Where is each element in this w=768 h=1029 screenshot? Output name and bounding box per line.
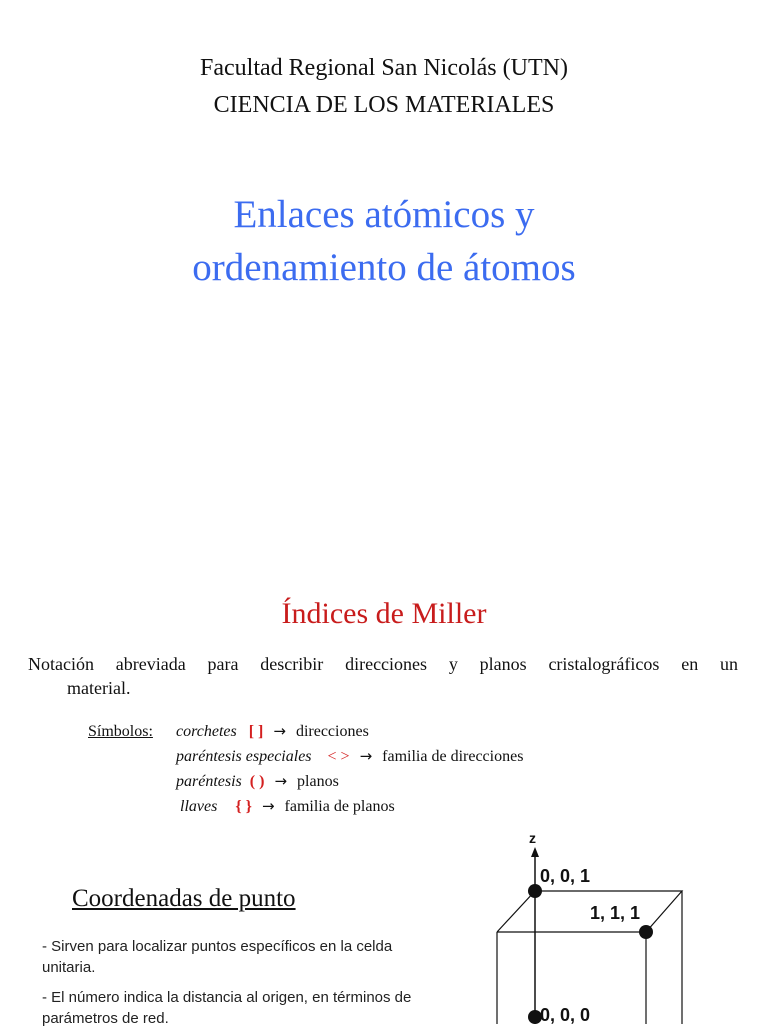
symbol-row-parentheses: [176, 769, 339, 794]
slide-title-line2: ordenamiento de átomos: [192, 246, 576, 289]
bullet-locate-points: - Sirven para localizar puntos específicos en la celda unitaria.: [42, 938, 393, 976]
right-arrow-icon: →: [273, 722, 286, 740]
z-axis-arrow-icon: [531, 847, 539, 857]
label-point-0-0-0: 0, 0, 0: [540, 1005, 591, 1024]
point-coordinates-heading: Coordenadas de punto: [72, 885, 296, 912]
symbol-name: llaves: [180, 798, 218, 815]
unit-cell-diagram: [480, 825, 768, 1024]
symbol-meaning: familia de planos: [284, 798, 395, 815]
symbol-meaning: familia de direcciones: [382, 748, 524, 765]
notation-line2: material.: [67, 678, 131, 698]
notation-line1: Notación abreviada para describir direcciones y planos cristalográficos en un: [28, 654, 738, 674]
symbol-name: paréntesis especiales: [176, 748, 312, 765]
right-arrow-icon: →: [274, 772, 288, 790]
symbol-glyph: ( ): [249, 773, 265, 790]
symbol-row-angle: [176, 744, 523, 769]
symbol-name: paréntesis: [176, 773, 242, 790]
symbol-glyph: [ ]: [248, 723, 264, 740]
bullet-distance-origin: - El número indica la distancia al origen, en términos de parámetros de red.: [42, 989, 412, 1027]
section-heading-miller: Índices de Miller: [281, 597, 487, 630]
symbol-glyph: < >: [327, 748, 350, 765]
right-arrow-icon: →: [359, 747, 373, 765]
label-point-1-1-1: 1, 1, 1: [590, 903, 641, 923]
symbol-meaning: direcciones: [295, 723, 369, 740]
right-arrow-icon: →: [261, 797, 275, 815]
notation-paragraph: [28, 652, 738, 700]
symbol-row-braces: [180, 794, 395, 819]
symbol-name: corchetes: [176, 723, 237, 740]
label-point-0-0-1: 0, 0, 1: [540, 866, 591, 886]
symbol-glyph: { }: [235, 798, 252, 815]
course-name: CIENCIA DE LOS MATERIALES: [213, 92, 555, 118]
point-1-1-1: [639, 925, 653, 939]
symbols-label: Símbolos:: [88, 723, 153, 740]
point-0-0-1: [528, 884, 542, 898]
symbols-label-text: Símbolos: [88, 723, 149, 740]
z-axis-label: z: [529, 830, 536, 846]
slide-title-line1: Enlaces atómicos y: [233, 193, 535, 236]
symbol-meaning: planos: [297, 773, 339, 790]
faculty-name: Facultad Regional San Nicolás (UTN): [200, 55, 568, 81]
symbol-row-brackets: [176, 719, 369, 744]
